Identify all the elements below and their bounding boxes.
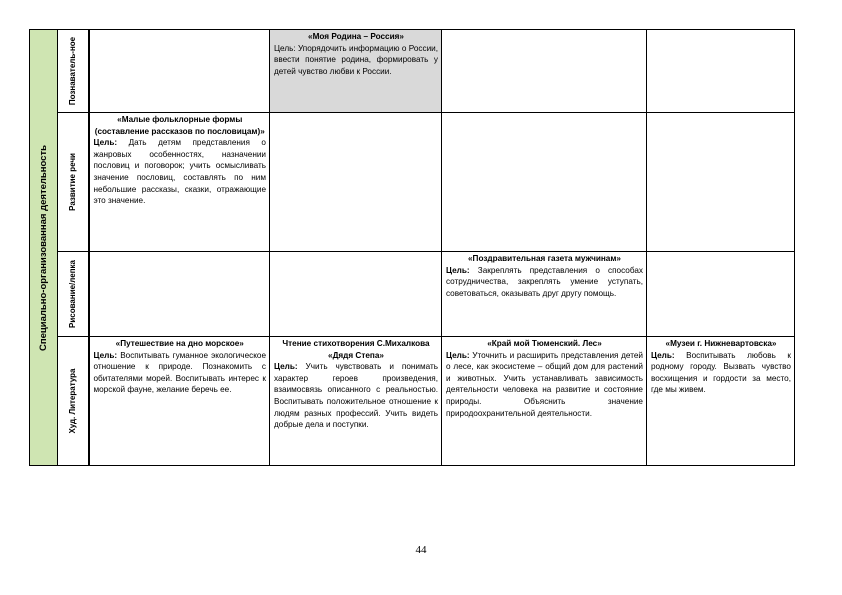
- row-label-cell: [58, 252, 89, 337]
- lesson-cell-folklore: [89, 113, 270, 252]
- empty-cell: [442, 30, 647, 113]
- plan-table: [29, 29, 795, 466]
- goal-label: Цель:: [274, 362, 298, 372]
- lesson-cell-motherland: [270, 30, 442, 113]
- lesson-content: [270, 337, 441, 431]
- goal-text: Дать детям представления о жанровых особенностях, назначении пословиц и поговорок; учить осмысливать значение пословиц, составлять по ним небольшие рассказы, сказки, отражающие это значение.: [93, 138, 266, 206]
- table-row-drawing: [30, 252, 795, 337]
- goal-text: Воспитывать любовь к родному городу. Вызвать чувство восхищения и гордости за место, где мы живем.: [651, 350, 791, 395]
- lesson-content: [270, 30, 441, 77]
- lesson-description: [446, 350, 643, 420]
- row-label-cognitive: Познаватель-ное: [67, 36, 77, 106]
- empty-cell: [647, 113, 795, 252]
- lesson-description: [651, 350, 791, 396]
- row-label-literature: Худ. Литература: [67, 368, 77, 434]
- lesson-cell-newspaper: [442, 252, 647, 337]
- table-row-literature: [30, 337, 795, 466]
- empty-cell: [647, 252, 795, 337]
- activity-group-cell: [30, 30, 58, 466]
- goal-label: Цель:: [651, 350, 675, 360]
- goal-text: Закреплять представления о способах сотрудничества, закреплять умение уступать, советоваться, оказывать друг другу помощь.: [446, 265, 643, 298]
- activity-group-label: Специально-организованная деятельность: [37, 144, 49, 351]
- lesson-cell-forest: [442, 337, 647, 466]
- goal-text: Воспитывать гуманное экологическое отношение к природе. Познакомить с обитателями морей. Воспитывать интерес к морской фауне, желание беречь ее.: [93, 350, 266, 395]
- lesson-description: [274, 361, 438, 431]
- goal-label: Цель:: [93, 138, 118, 148]
- lesson-cell-museums: [647, 337, 795, 466]
- row-label-drawing: Рисование/лепка: [67, 260, 77, 328]
- goal-text: Учить чувствовать и понимать характер героев произведения, взаимосвязь описанного с реальностью. Воспитывать положительное отношение к людям разных профессий. Учить видеть добрые дела и поступки.: [274, 362, 438, 430]
- lesson-description: Цель: Упорядочить информацию о России, ввести понятие родина, формировать у детей чувство любви к России.: [274, 43, 438, 76]
- lesson-content: [442, 252, 646, 299]
- table-row-cognitive: [30, 30, 795, 113]
- empty-cell: [270, 252, 442, 337]
- lesson-title: «Моя Родина – Россия»: [308, 32, 404, 41]
- goal-label: Цель:: [93, 350, 118, 360]
- empty-cell: [442, 113, 647, 252]
- page-number: 44: [415, 544, 427, 556]
- lesson-content: [442, 337, 646, 419]
- goal-label: Цель:: [446, 265, 470, 275]
- lesson-title: «Малые фольклорные формы (составление рассказов по пословицам)»: [94, 115, 265, 136]
- lesson-description: [446, 265, 643, 300]
- empty-cell: [647, 30, 795, 113]
- table-row-speech: [30, 113, 795, 252]
- lesson-cell-uncle-styopa: [270, 337, 442, 466]
- lesson-cell-sea: [89, 337, 270, 466]
- empty-cell: [89, 30, 270, 113]
- lesson-content: [647, 337, 794, 396]
- empty-cell: [89, 252, 270, 337]
- row-label-cell: [58, 30, 89, 113]
- goal-label: Цель:: [446, 350, 470, 360]
- row-label-cell: [58, 113, 89, 252]
- lesson-content: [90, 113, 270, 207]
- goal-text: Уточнить и расширить представления детей о лесе, как экосистеме – общий дом для растений и животных. Учить устанавливать зависимость деятельности человека на развитие и состояние природы. Объяснить значение природоохранительной деятельности.: [446, 350, 643, 418]
- row-label-cell: [58, 337, 89, 466]
- lesson-description: [94, 350, 267, 396]
- lesson-content: [90, 337, 270, 396]
- row-label-speech: Развитие речи: [67, 153, 77, 211]
- empty-cell: [270, 113, 442, 252]
- lesson-title: «Музеи г. Нижневартовска»: [665, 339, 777, 348]
- lesson-title: «Путешествие на дно морское»: [115, 339, 244, 348]
- lesson-description: [94, 137, 267, 207]
- lesson-title: «Край мой Тюменский. Лес»: [487, 339, 602, 348]
- lesson-title: «Поздравительная газета мужчинам»: [468, 254, 621, 263]
- lesson-title: Чтение стихотворения С.Михалкова «Дядя Степа»: [282, 339, 430, 360]
